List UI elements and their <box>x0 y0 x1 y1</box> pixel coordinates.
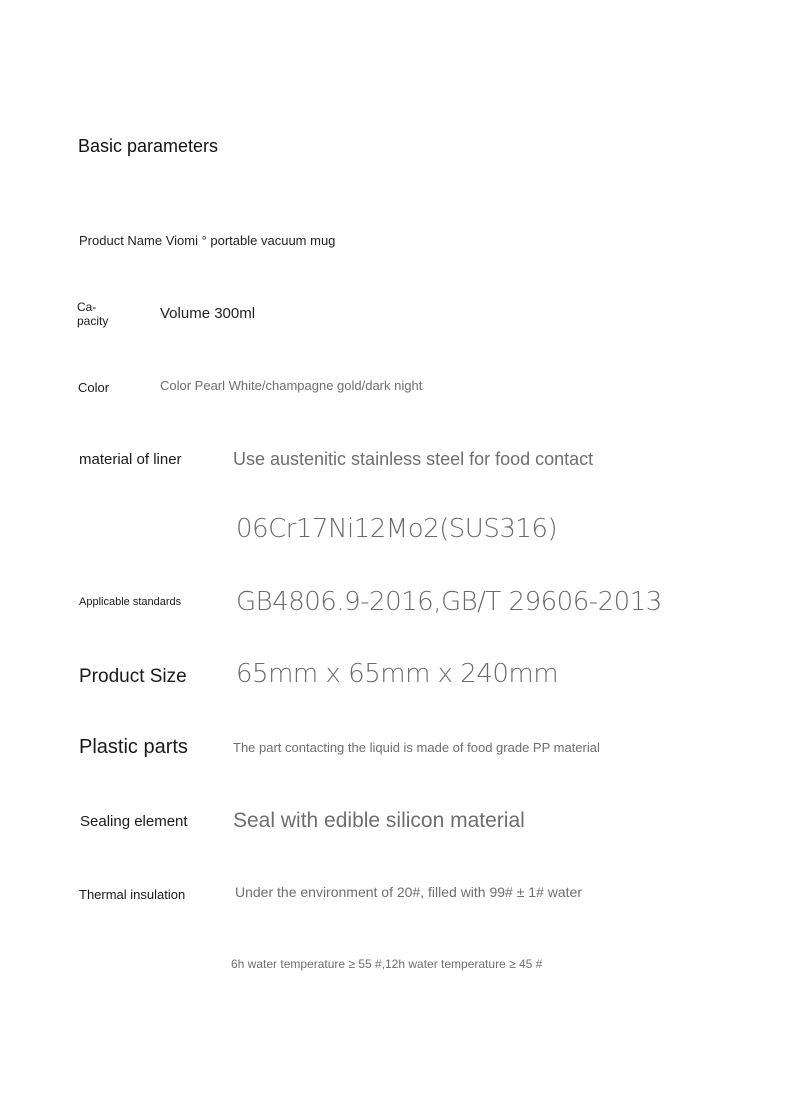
capacity-label-line1: Ca- <box>77 300 97 314</box>
seal-value: Seal with edible silicon material <box>233 809 525 832</box>
plastic-label: Plastic parts <box>79 736 188 758</box>
thermal-value-line1: Under the environment of 20#, filled with 99# ± 1# water <box>235 884 582 900</box>
liner-label: material of liner <box>79 451 182 468</box>
capacity-value: Volume 300ml <box>160 305 256 322</box>
plastic-value: The part contacting the liquid is made of food grade PP material <box>233 740 600 755</box>
liner-value: Use austenitic stainless steel for food contact <box>233 449 594 469</box>
size-label: Product Size <box>79 666 187 687</box>
page-title: Basic parameters <box>78 136 219 156</box>
size-value: 65mm x 65mm x 240mm <box>236 659 559 689</box>
standards-label: Applicable standards <box>79 596 182 608</box>
capacity-label-line2: pacity <box>77 314 109 328</box>
liner-steel-code: 06Cr17Ni12Mo2(SUS316) <box>236 514 558 544</box>
seal-label: Sealing element <box>80 813 188 830</box>
thermal-label: Thermal insulation <box>79 887 186 902</box>
product-name-row: Product Name Viomi ° portable vacuum mug <box>79 233 336 248</box>
standards-value: GB4806.9-2016,GB/T 29606-2013 <box>236 587 662 617</box>
thermal-value-line2: 6h water temperature ≥ 55 #,12h water temperature ≥ 45 # <box>231 957 543 971</box>
color-label: Color <box>78 380 110 395</box>
color-value: Color Pearl White/champagne gold/dark night <box>160 378 423 393</box>
